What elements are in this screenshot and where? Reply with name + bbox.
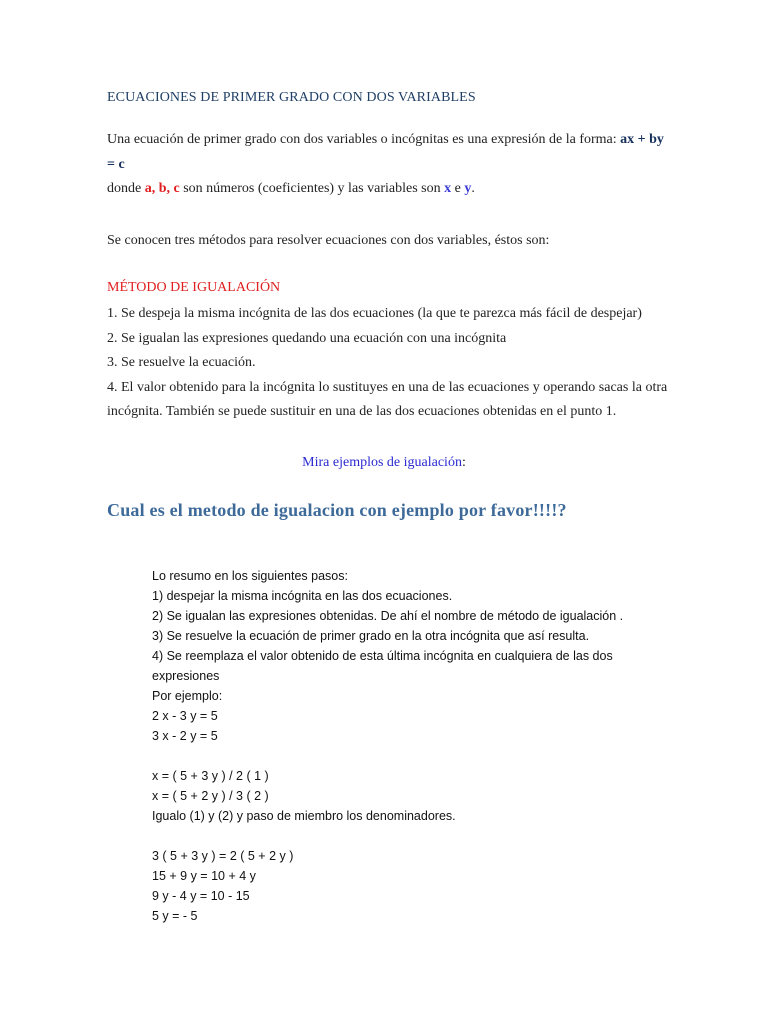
intro-text: Una ecuación de primer grado con dos variables o incógnitas es una expresión de la forma: [107,132,621,147]
answer-line: Igualo (1) y (2) y paso de miembro los denominadores. [152,809,456,823]
method-step: 1. Se despeja la misma incógnita de las dos ecuaciones (la que te parezca más fácil de despejar) [107,306,642,321]
intro-prefix: donde [107,181,145,196]
answer-line: Por ejemplo: [152,689,223,703]
method-title: MÉTODO DE IGUALACIÓN [107,280,281,295]
answer-line: Lo resumo en los siguientes pasos: [152,569,348,583]
intro-and: e [451,181,465,196]
equation-line: 3 ( 5 + 3 y ) = 2 ( 5 + 2 y ) [152,849,294,863]
formula-left: ax + by [620,132,664,147]
variable-y: y [464,181,472,196]
variable-x: x [444,181,452,196]
equation-line: x = ( 5 + 3 y ) / 2 ( 1 ) [152,769,269,783]
answer-block [152,566,672,926]
answer-line: 4) Se reemplaza el valor obtenido de esta última incógnita en cualquiera de las dos [152,649,613,663]
answer-line: 1) despejar la misma incógnita en las dos ecuaciones. [152,589,453,603]
method-step: 4. El valor obtenido para la incógnita lo sustituyes en una de las ecuaciones y operando sacas la otra [107,379,668,395]
document-heading: ECUACIONES DE PRIMER GRADO CON DOS VARIABLES [107,90,476,105]
method-step: 3. Se resuelve la ecuación. [107,355,256,370]
see-examples-link-row [0,455,768,471]
intro-line-1 [107,128,667,153]
answer-line: expresiones [152,669,220,683]
intro-line-2 [107,153,667,178]
blank-line [152,746,672,766]
question-title: Cual es el metodo de igualacion con ejemplo por favor!!!!? [107,500,567,520]
equation-line: 3 x - 2 y = 5 [152,729,218,743]
equation-line: 15 + 9 y = 10 + 4 y [152,869,256,883]
method-step: 2. Se igualan las expresiones quedando una ecuación con una incógnita [107,330,507,346]
equation-line: x = ( 5 + 2 y ) / 3 ( 2 ) [152,789,269,803]
blank-line [152,826,672,846]
answer-line: 3) Se resuelve la ecuación de primer grado en la otra incógnita que así resulta. [152,629,590,643]
equation-line: 9 y - 4 y = 10 - 15 [152,889,250,903]
answer-line: 2) Se igualan las expresiones obtenidas. De ahí el nombre de método de igualación . [152,609,624,623]
intro-paragraph [107,128,667,202]
equation-line: 2 x - 3 y = 5 [152,709,218,723]
method-steps [107,302,707,425]
methods-intro: Se conocen tres métodos para resolver ecuaciones con dos variables, éstos son: [107,233,550,248]
intro-end: . [471,181,475,196]
method-step: incógnita. También se puede sustituir en una de las dos ecuaciones obtenidas en el punto 1. [107,404,617,419]
intro-middle: son números (coeficientes) y las variables son [179,181,445,196]
equation-line: 5 y = - 5 [152,909,198,923]
formula-right: = c [107,156,125,172]
coefficients: a, b, c [144,181,180,196]
intro-line-3 [107,177,667,202]
see-examples-colon: : [461,455,466,470]
see-examples-link[interactable]: Mira ejemplos de igualación [302,455,462,470]
